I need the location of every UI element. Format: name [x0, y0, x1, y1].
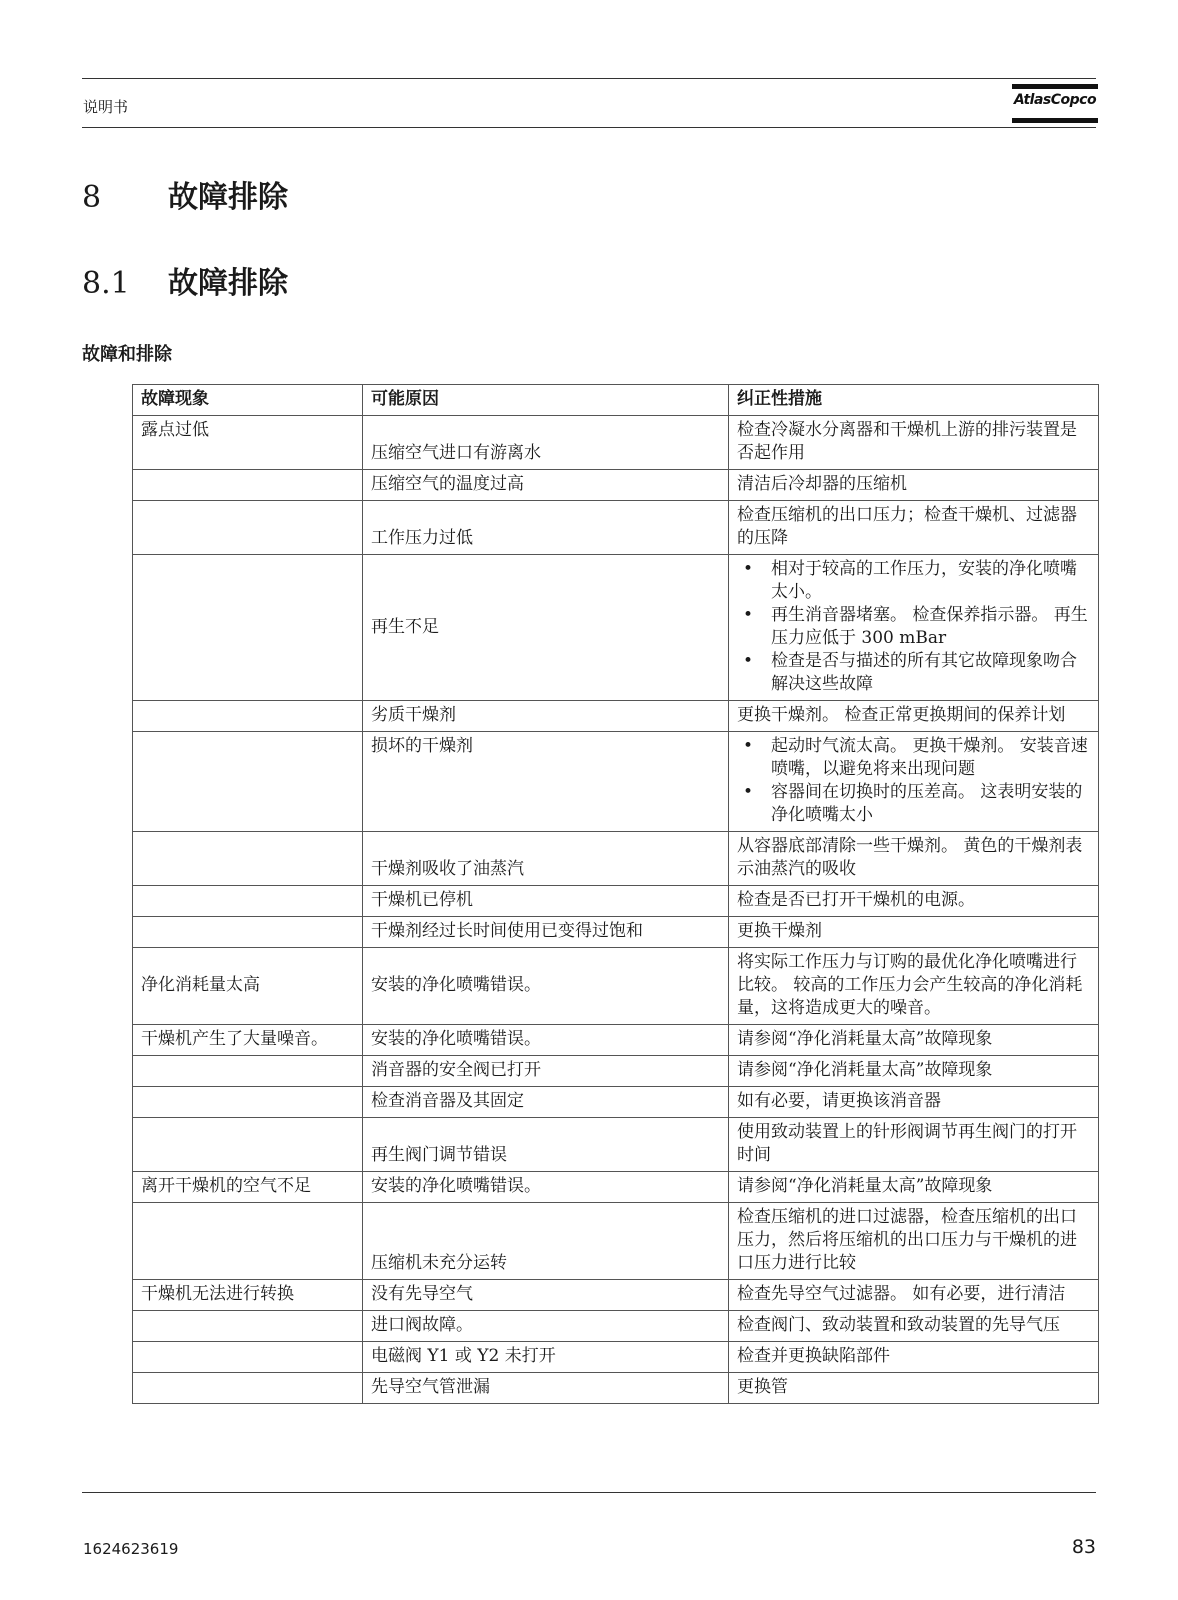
cause-cell: 再生不足 — [363, 555, 729, 701]
table-row — [133, 732, 1099, 832]
action-cell: 将实际工作压力与订购的最优化净化喷嘴进行比较。 较高的工作压力会产生较高的净化消耗量，这将造成更大的噪音。 — [729, 948, 1099, 1025]
header-bottom-rule — [82, 127, 1096, 128]
chapter-heading — [82, 172, 288, 216]
cause-cell: 压缩机未充分运转 — [363, 1203, 729, 1280]
section-heading — [82, 258, 288, 302]
footer-rule — [82, 1492, 1096, 1493]
action-cell: 更换干燥剂 — [729, 917, 1099, 948]
section-number: 8.1 — [82, 266, 130, 301]
chapter-title: 故障排除 — [168, 180, 288, 215]
cause-cell: 干燥机已停机 — [363, 886, 729, 917]
symptom-cell — [133, 501, 363, 555]
action-list-item: • 再生消音器堵塞。 检查保养指示器。 再生压力应低于 300 mBar — [737, 604, 1090, 650]
cause-cell: 电磁阀 Y1 或 Y2 未打开 — [363, 1342, 729, 1373]
action-cell: 从容器底部清除一些干燥剂。 黄色的干燥剂表示油蒸汽的吸收 — [729, 832, 1099, 886]
action-cell: 检查压缩机的出口压力；检查干燥机、过滤器的压降 — [729, 501, 1099, 555]
action-list-item: • 容器间在切换时的压差高。 这表明安装的净化喷嘴太小 — [737, 781, 1090, 827]
table-row — [133, 917, 1099, 948]
table-row — [133, 555, 1099, 701]
table-row — [133, 1087, 1099, 1118]
table-row — [133, 470, 1099, 501]
action-cell: 检查是否已打开干燥机的电源。 — [729, 886, 1099, 917]
table-row — [133, 948, 1099, 1025]
symptom-cell — [133, 732, 363, 832]
symptom-cell — [133, 701, 363, 732]
column-header-cause: 可能原因 — [363, 385, 729, 416]
cause-cell: 工作压力过低 — [363, 501, 729, 555]
symptom-cell: 净化消耗量太高 — [133, 948, 363, 1025]
action-cell: 请参阅“净化消耗量太高”故障现象 — [729, 1172, 1099, 1203]
table-row — [133, 832, 1099, 886]
cause-cell: 没有先导空气 — [363, 1280, 729, 1311]
cause-cell: 消音器的安全阀已打开 — [363, 1056, 729, 1087]
fault-table — [132, 384, 1099, 1404]
logo-bar-bottom — [1012, 118, 1098, 123]
table-row — [133, 1311, 1099, 1342]
table-row — [133, 416, 1099, 470]
table-header-row — [133, 385, 1099, 416]
page-number: 83 — [1071, 1536, 1096, 1558]
action-cell: 请参阅“净化消耗量太高”故障现象 — [729, 1056, 1099, 1087]
symptom-cell — [133, 1056, 363, 1087]
symptom-cell: 离开干燥机的空气不足 — [133, 1172, 363, 1203]
symptom-cell — [133, 1311, 363, 1342]
action-cell: 请参阅“净化消耗量太高”故障现象 — [729, 1025, 1099, 1056]
symptom-cell — [133, 555, 363, 701]
fault-table-body — [133, 416, 1099, 1404]
action-cell: 检查先导空气过滤器。 如有必要，进行清洁 — [729, 1280, 1099, 1311]
column-header-symptom: 故障现象 — [133, 385, 363, 416]
action-cell: 如有必要，请更换该消音器 — [729, 1087, 1099, 1118]
table-row — [133, 1373, 1099, 1404]
table-row — [133, 1342, 1099, 1373]
table-row — [133, 886, 1099, 917]
header-label: 说明书 — [83, 98, 129, 116]
symptom-cell — [133, 917, 363, 948]
section-title: 故障排除 — [168, 266, 288, 301]
symptom-cell: 干燥机产生了大量噪音。 — [133, 1025, 363, 1056]
action-cell: 检查阀门、致动装置和致动装置的先导气压 — [729, 1311, 1099, 1342]
document-number: 1624623619 — [83, 1540, 179, 1558]
cause-cell: 压缩空气进口有游离水 — [363, 416, 729, 470]
symptom-cell — [133, 1087, 363, 1118]
symptom-cell: 露点过低 — [133, 416, 363, 470]
table-row — [133, 1056, 1099, 1087]
cause-cell: 安装的净化喷嘴错误。 — [363, 1025, 729, 1056]
table-row — [133, 1025, 1099, 1056]
action-cell: 更换管 — [729, 1373, 1099, 1404]
symptom-cell — [133, 1118, 363, 1172]
symptom-cell — [133, 832, 363, 886]
action-cell: 检查冷凝水分离器和干燥机上游的排污装置是否起作用 — [729, 416, 1099, 470]
subheading: 故障和排除 — [82, 344, 172, 365]
cause-cell: 损坏的干燥剂 — [363, 732, 729, 832]
symptom-cell — [133, 1373, 363, 1404]
column-header-action: 纠正性措施 — [729, 385, 1099, 416]
action-list-item: • 检查是否与描述的所有其它故障现象吻合 解决这些故障 — [737, 650, 1090, 696]
table-row — [133, 701, 1099, 732]
table-row — [133, 1203, 1099, 1280]
action-cell — [729, 555, 1099, 701]
action-list-item: • 相对于较高的工作压力，安装的净化喷嘴太小。 — [737, 558, 1090, 604]
cause-cell: 劣质干燥剂 — [363, 701, 729, 732]
cause-cell: 干燥剂经过长时间使用已变得过饱和 — [363, 917, 729, 948]
symptom-cell — [133, 1342, 363, 1373]
cause-cell: 干燥剂吸收了油蒸汽 — [363, 832, 729, 886]
symptom-cell — [133, 470, 363, 501]
table-row — [133, 1172, 1099, 1203]
action-cell: 使用致动装置上的针形阀调节再生阀门的打开时间 — [729, 1118, 1099, 1172]
cause-cell: 先导空气管泄漏 — [363, 1373, 729, 1404]
header-top-rule — [82, 78, 1096, 79]
action-cell — [729, 732, 1099, 832]
action-cell: 检查并更换缺陷部件 — [729, 1342, 1099, 1373]
action-list-item: • 起动时气流太高。 更换干燥剂。 安装音速喷嘴，以避免将来出现问题 — [737, 735, 1090, 781]
logo-text: AtlasCopco — [1013, 92, 1097, 108]
logo-bar-top — [1012, 84, 1098, 89]
table-row — [133, 1118, 1099, 1172]
cause-cell: 进口阀故障。 — [363, 1311, 729, 1342]
cause-cell: 检查消音器及其固定 — [363, 1087, 729, 1118]
action-list — [737, 558, 1090, 696]
symptom-cell — [133, 1203, 363, 1280]
action-cell: 检查压缩机的进口过滤器，检查压缩机的出口压力，然后将压缩机的出口压力与干燥机的进口压力进行比较 — [729, 1203, 1099, 1280]
action-cell: 清洁后冷却器的压缩机 — [729, 470, 1099, 501]
action-list — [737, 735, 1090, 827]
symptom-cell: 干燥机无法进行转换 — [133, 1280, 363, 1311]
cause-cell: 安装的净化喷嘴错误。 — [363, 948, 729, 1025]
action-cell: 更换干燥剂。 检查正常更换期间的保养计划 — [729, 701, 1099, 732]
cause-cell: 安装的净化喷嘴错误。 — [363, 1172, 729, 1203]
chapter-number: 8 — [82, 180, 102, 215]
cause-cell: 再生阀门调节错误 — [363, 1118, 729, 1172]
table-row — [133, 501, 1099, 555]
brand-logo — [1012, 84, 1098, 128]
table-row — [133, 1280, 1099, 1311]
cause-cell: 压缩空气的温度过高 — [363, 470, 729, 501]
symptom-cell — [133, 886, 363, 917]
